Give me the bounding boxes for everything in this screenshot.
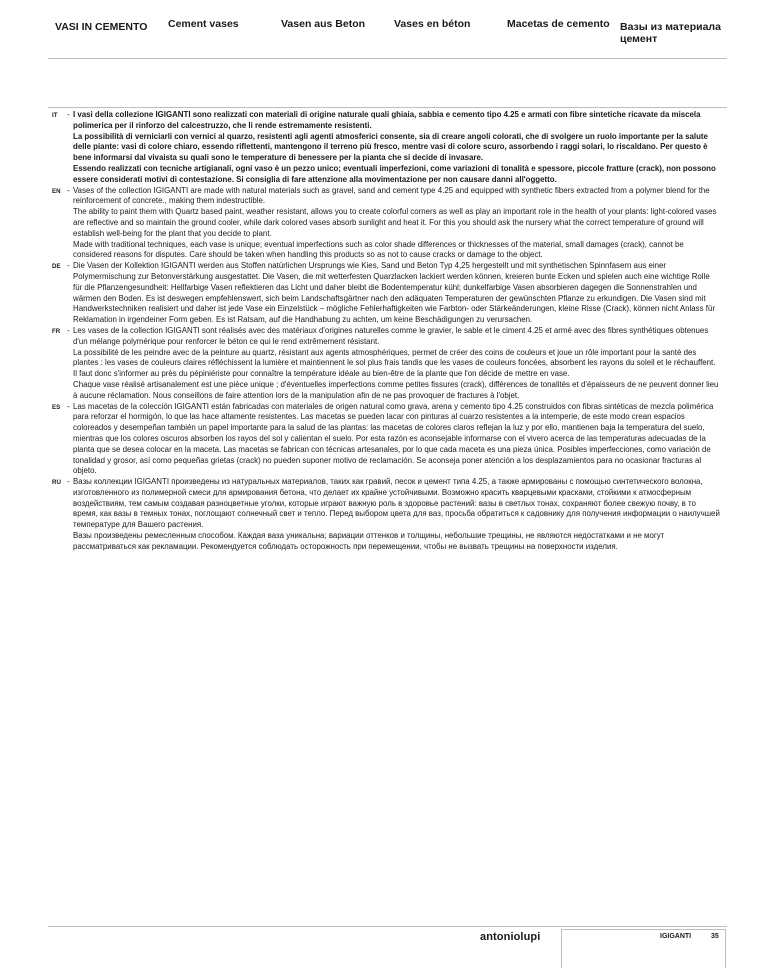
paragraph: Chaque vase réalisé artisanalement est une pièce unique ; d'éventuelles imperfections comme petites fissures (crack), différences de tonalités et d'épaisseurs de ne peuvent donner lieu à aucune réclamation. Nous conseillons de faire attention lors de la manipulation afin de ne pas provoquer de fractures à l'objet. [73, 379, 719, 400]
section-text [73, 326, 720, 402]
header-title-es: Macetas de cemento [507, 18, 610, 30]
footer-box [561, 929, 726, 968]
footer-divider [48, 926, 727, 927]
header-title-fr: Vases en béton [394, 18, 471, 30]
section-fr: FR - Les vases de la collection IGIGANTI sont réalisés avec des matériaux d'origines naturelles comme le gravier, le sable et le ciment 4.25 et armé avec des fibres synthétiques obtenues d'un mélange polymérique pour renforcer le béton ce qui le rend extrêmement résistant. La possibilité de les peindre avec de la peinture au quartz, résistant aux agents atmosphériques, permet de créer des coins de couleurs et joue un rôle important pour la santé des plantes : les vases de couleurs claires réfléchissent la lumière et maintiennent le sol plus frais tandis que les vases de couleurs foncées, absorbent les rayons du soleil et le réchauffent. Il faut donc s'informer au près du pépiniériste pour connaître la température idéale au bien-être de la plante que l'on décide de mettre en vase. Chaque vase réalisé artisanalement est une pièce unique ; d'éventuelles imperfections comme petites fissures (crack), différences de tonalités et d'épaisseurs de ne peuvent donner lieu à aucune réclamation. Nous conseillons de faire attention lors de la manipulation afin de ne pas provoquer de fractures à l'objet. [52, 325, 719, 400]
section-en: EN - Vases of the collection IGIGANTI are made with natural materials such as gravel, sand and cement type 4.25 and equipped with synthetic fibers extracted from a polymer blend for the reinforcement of concrete., making them indestructible. The ability to paint them with Quartz based paint, weather resistant, allows you to create colorful corners as well as play an important role in the health of your plants: light-colored vases are reflective and so maintain the ground cooler, while dark colored vases absorb sunlight and heat it. For this you should ask the nursery what the correct temperature of ground will establish well-being for the plant that you decide to plant. Made with traditional techniques, each vase is unique; eventual imperfections such as color shade differences or thicknesses of the material, small damages (crack), cannot be considered reasons for disputes. Care should be taken when handling this products so as not to cause cracks or damage to the object. [52, 186, 720, 262]
lang-code: DE [52, 263, 61, 271]
page-number: 35 [711, 933, 719, 940]
lang-code: ES [52, 403, 61, 411]
paragraph: La possibilité de les peindre avec de la peinture au quartz, résistant aux agents atmosphériques, permet de créer des coins de couleurs et joue un rôle important pour la santé des plantes : les vases de couleurs claires réfléchissent la lumière et maintiennent le sol plus frais tandis que les vases de couleurs foncées, absorbent les rayons du soleil et le réchauffent. Il faut donc s'informer au près du pépiniériste pour connaître la température idéale au bien-être de la plante que l'on décide de mettre en vase. [73, 347, 716, 379]
paragraph: Las macetas de la colección IGIGANTI están fabricadas con materiales de origen natural como grava, arena y cemento tipo 4.25 construidos con fibras sintéticas de mezcla polimérica para reforzar el hormigón, lo que las hace altamente resistentes. Las macetas se pueden lacar con pinturas al cuarzo resistentes a la intemperie, de este modo crean espacios coloreados y desempeñan también un papel importante para la salud de las plantas: las macetas de colores claros reflejan la luz y por ello, mantienen baja la temperatura del suelo, mientras que los colores oscuros absorben los rayos del sol y calientan el suelo. Por esta razón es aconsejable informarse con el vivero acerca de las temperaturas adecuadas de la planta que se desea colocar en la maceta. Las macetas se fabrican con técnicas artesanales, por lo que cada maceta es una pieza única. Posibles imperfecciones, como variación de tonalidad y grosor, así como pequeñas grietas (crack) no pueden suponer motivo de reclamación. Se aconseja poner atención a los desplazamientos para no ocasionar fracturas al objeto. [73, 401, 714, 476]
lang-code: RU [52, 479, 61, 487]
paragraph: Essendo realizzati con tecniche artigianali, ogni vaso è un pezzo unico; eventuali imperfezioni, come variazioni di tonalità e spessore, piccole fratture (crack), non possono essere considerati motivi di contestazione. Si consiglia di fare attenzione alla movimentazione per non causare danni all'oggetto. [73, 163, 716, 184]
language-header [55, 18, 735, 58]
section-it: IT - I vasi della collezione IGIGANTI sono realizzati con materiali di origine naturale quali ghiaia, sabbia e cemento tipo 4.25 e armati con fibre sintetiche ricavate da miscela polimerica per il rinforzo del calcestruzzo, che li rende estremamente resistenti. La possibilità di verniciarli con vernici al quarzo, resistenti agli agenti atmosferici consente, sia di creare angoli colorati, che di svolgere un ruolo importante per la salute delle piante: vasi di colore chiaro, essendo riflettenti, mantengono il terreno più fresco, mentre vasi di colore scuro, assorbendo i raggi solari, lo riscaldano. Per questo è bene informarsi dal vivaista su quali sono le temperature di benessere per la pianta che si decide di invasare. Essendo realizzati con tecniche artigianali, ogni vaso è un pezzo unico; eventuali imperfezioni, come variazioni di tonalità e spessore, piccole fratture (crack), non possono essere considerati motivi di contestazione. Si consiglia di fare attenzione alla movimentazione per non causare danni all'oggetto. [52, 110, 720, 186]
content-divider [48, 107, 727, 108]
header-title-en: Cement vases [168, 18, 239, 30]
section-es: ES - Las macetas de la colección IGIGANTI están fabricadas con materiales de origen natural como grava, arena y cemento tipo 4.25 construidos con fibras sintéticas de mezcla polimérica para reforzar el hormigón, lo que las hace altamente resistentes. Las macetas se pueden lacar con pinturas al cuarzo resistentes a la intemperie, de este modo crean espacios coloreados y desempeñan también un papel importante para la salud de las plantas: las macetas de colores claros reflejan la luz y por ello, mantienen baja la temperatura del suelo, mientras que los colores oscuros absorben los rayos del sol y calientan el suelo. Por esta razón es aconsejable informarse con el vivero acerca de las temperaturas adecuadas de la planta que se desea colocar en la maceta. Las macetas se fabrican con técnicas artesanales, por lo que cada maceta es una pieza única. Posibles imperfecciones, como variación de tonalidad y grosor, así como pequeñas grietas (crack) no pueden suponer motivo de reclamación. Se aconseja poner atención a los desplazamientos para no ocasionar fracturas al objeto. [52, 402, 720, 478]
paragraph: Вазы произведены ремесленным способом. Каждая ваза уникальна; вариации оттенков и толщины, небольшие трещины, не являются недостатками и не могут рассматриваться как рекламации. Рекомендуется соблюдать осторожность при перемещении, чтобы не вызвать трещины на поверхности изделия. [73, 531, 665, 551]
header-divider [48, 58, 727, 59]
lang-code: EN [52, 187, 61, 195]
section-text [73, 477, 720, 553]
paragraph: Made with traditional techniques, each vase is unique; eventual imperfections such as color shade differences or thicknesses of the material, small damages (crack), cannot be considered reasons for disputes. Care should be taken when handling this products so as not to cause cracks or damage to the object. [73, 239, 684, 260]
section-de: DE - Die Vasen der Kollektion IGIGANTI werden aus Stoffen natürlichen Ursprungs wie Kies, Sand und Beton Typ 4,25 hergestellt und mit synthetischen Spinnfasern aus einer Polymermischung zur Betonverstärkung ausgestattet. Die Vasen, die mit wetterfesten Quarzlacken lackiert werden können, kreieren bunte Ecken und spielen auch eine wichtige Rolle für die Pflanzengesundheit: Hellfarbige Vasen reflektieren das Licht und daher bleibt die Bodentemperatur kühl; dunkelfarbige Vasen absorbieren dagegen die Sonnenstrahlen und wärmen den Boden. Es ist deswegen empfehlenswert, sich beim Landschaftsgärtner nach den adäquaten Temperaturen der gewünschten Pflanze zu erkundigen. Die Vasen sind mit Handwerkstechniken realisiert und daher ist jede Vase ein Einzelstück – mögliche Fehlerhaftigkeiten wie Farbton- oder Stärkeänderungen, kleine Risse (Crack), können nicht Anlass für Reklamation in irgendeiner Form geben. Es ist Ratsam, auf die Handhabung zu achten, um keine Beschädigungen zu verursachen. [52, 261, 720, 326]
paragraph: La possibilità di verniciarli con vernici al quarzo, resistenti agli agenti atmosferici consente, sia di creare angoli colorati, che di svolgere un ruolo importante per la salute delle piante: vasi di colore chiaro, essendo riflettenti, mantengono il terreno più fresco, mentre vasi di colore scuro, assorbendo i raggi solari, lo riscaldano. Per questo è bene informarsi dal vivaista su quali sono le temperature di benessere per la pianta che si decide di invasare. [73, 131, 708, 163]
paragraph: Les vases de la collection IGIGANTI sont réalisés avec des matériaux d'origines naturelles comme le gravier, le sable et le ciment 4.25 et armé avec des fibres synthétiques obtenues d'un mélange polymérique pour renforcer le béton ce qui le rend extrêmement résistant. [73, 325, 709, 346]
brand-logo: antoniolupi [480, 931, 541, 943]
lang-code: IT [52, 112, 58, 119]
section-text [73, 402, 720, 478]
section-text [73, 186, 720, 262]
paragraph: Вазы коллекции IGIGANTI произведены из натуральных материалов, таких как гравий, песок и цемент типа 4.25, а также армированы с помощью синтетического волокна, изготовленного из полимерной смеси для армирования бетона, что делает их крайне устойчивыми. Возможно красить кварцевыми красками, стойкими к атмосферным воздействиям, тем самым создавая разноцветные уголки, которые играют важную роль в здоровье растений: вазы в светлых тонах, сохраняют более свежую почву, в то время, как вазы в темных тонах, поглощают солнечный свет и тепло. Перед выбором цвета для ваз, просьба обратиться к садовнику для получения информации о наилучшей температуре для Вашего растения. [73, 477, 720, 530]
lang-code: FR [52, 327, 61, 335]
multilingual-text [52, 110, 720, 553]
header-title-de: Vasen aus Beton [281, 18, 366, 30]
paragraph: The ability to paint them with Quartz based paint, weather resistant, allows you to create colorful corners as well as play an important role in the health of your plants: light-colored vases are reflective and so maintain the ground cooler, while dark colored vases absorb sunlight and heat it. For this you should ask the nursery what the correct temperature of ground will establish well-being for the plant that you decide to plant. [73, 207, 717, 238]
header-title-ru: Вазы из материала цемент [620, 21, 721, 45]
paragraph: I vasi della collezione IGIGANTI sono realizzati con materiali di origine naturale quali ghiaia, sabbia e cemento tipo 4.25 e armati con fibre sintetiche ricavate da miscela polimerica per il rinforzo del calcestruzzo, che li rende estremamente resistenti. [73, 110, 701, 130]
section-ru: RU - Вазы коллекции IGIGANTI произведены из натуральных материалов, таких как гравий, песок и цемент типа 4.25, а также армированы с помощью синтетического волокна, изготовленного из полимерной смеси для армирования бетона, что делает их крайне устойчивыми. Возможно красить кварцевыми красками, стойкими к атмосферным воздействиям, тем самым создавая разноцветные уголки, которые играют важную роль в здоровье растений: вазы в светлых тонах, сохраняют более свежую почву, в то время, как вазы в темных тонах, поглощают солнечный свет и тепло. Перед выбором цвета для ваз, просьба обратиться к садовнику для получения информации о наилучшей температуре для Вашего растения. Вазы произведены ремесленным способом. Каждая ваза уникальна; вариации оттенков и толщины, небольшие трещины, не являются недостатками и не могут рассматриваться как рекламации. Рекомендуется соблюдать осторожность при перемещении, чтобы не вызвать трещины на поверхности изделия. [52, 477, 720, 551]
footer-collection: IGIGANTI [660, 933, 692, 940]
section-text [73, 110, 720, 186]
header-title-it: VASI IN CEMENTO [55, 21, 148, 33]
section-text [73, 261, 720, 326]
paragraph: Die Vasen der Kollektion IGIGANTI werden aus Stoffen natürlichen Ursprungs wie Kies, Sand und Beton Typ 4,25 hergestellt und mit synthetischen Spinnfasern aus einer Polymermischung zur Betonverstärkung ausgestattet. Die Vasen, die mit wetterfesten Quarzlacken lackiert werden können, kreieren bunte Ecken und spielen auch eine wichtige Rolle für die Pflanzengesundheit: Hellfarbige Vasen reflektieren das Licht und daher bleibt die Bodentemperatur kühl; dunkelfarbige Vasen absorbieren dagegen die Sonnenstrahlen und wärmen den Boden. Es ist deswegen empfehlenswert, sich beim Landschaftsgärtner nach den adäquaten Temperaturen der gewünschten Pflanze zu erkundigen. Die Vasen sind mit Handwerkstechniken realisiert und daher ist jede Vase ein Einzelstück – mögliche Fehlerhaftigkeiten wie Farbton- oder Stärkeänderungen, kleine Risse (Crack), können nicht Anlass für Reklamation in irgendeiner Form geben. Es ist Ratsam, auf die Handhabung zu achten, um keine Beschädigungen zu verursachen. [73, 261, 715, 325]
paragraph: Vases of the collection IGIGANTI are made with natural materials such as gravel, sand and cement type 4.25 and equipped with synthetic fibers extracted from a polymer blend for the reinforcement of concrete., making them indestructible. [73, 185, 710, 206]
